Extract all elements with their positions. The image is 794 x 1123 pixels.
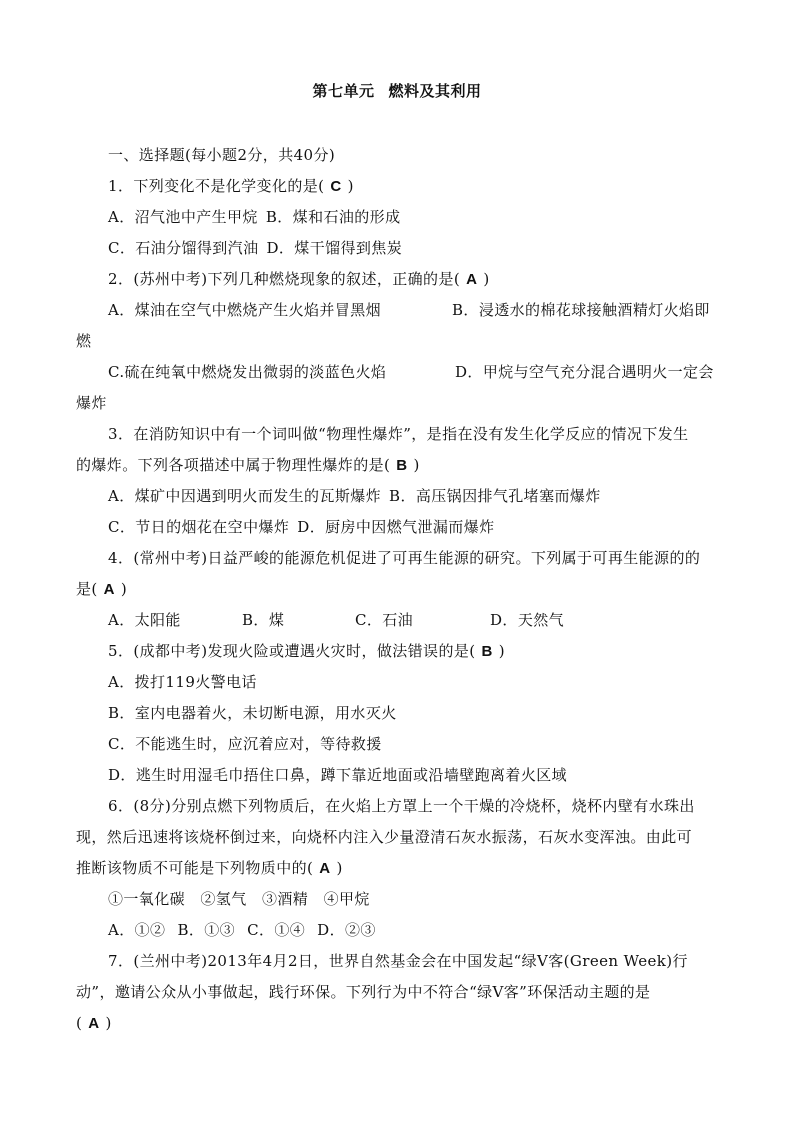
option-d: D．②③ (317, 921, 376, 939)
question-2-option-a: A．煤油在空气中燃烧产生火焰并冒黑烟 (108, 301, 382, 319)
question-4-stem-line-1: 4．(常州中考)日益严峻的能源危机促进了可再生能源的研究。下列属于可再生能源的的 (108, 549, 701, 567)
question-3-stem-line-2: 的爆炸。下列各项描述中属于物理性爆炸的是( B ) (76, 456, 420, 474)
question-6-stem-line-1: 6．(8分)分别点燃下列物质后，在火焰上方罩上一个干燥的冷烧杯，烧杯内壁有水珠出 (108, 797, 695, 815)
answer-7: A (88, 1015, 100, 1032)
option-a: A．沼气池中产生甲烷 (108, 208, 258, 226)
question-7-stem-line-1: 7．(兰州中考)2013年4月2日，世界自然基金会在中国发起“绿Ⅴ客(Green Week)行 (108, 952, 688, 970)
question-4-option-c: C．石油 (355, 611, 414, 629)
answer-6: A (319, 860, 331, 877)
question-2-option-d: D．甲烷与空气充分混合遇明火一定会 (455, 363, 714, 381)
question-2-option-d-cont: 爆炸 (76, 394, 107, 412)
question-5-option-d: D．逃生时用湿毛巾捂住口鼻，蹲下靠近地面或沿墙壁跑离着火区域 (108, 766, 568, 784)
question-7-stem-line-2: 动”，邀请公众从小事做起，践行环保。下列行为中不符合“绿Ⅴ客”环保活动主题的是 (76, 983, 651, 1001)
question-2-option-b: B．浸透水的棉花球接触酒精灯火焰即 (452, 301, 710, 319)
question-1-stem: 1．下列变化不是化学变化的是( C ) (108, 177, 354, 195)
question-5-option-c: C．不能逃生时，应沉着应对，等待救援 (108, 735, 382, 753)
question-6-stem-line-3: 推断该物质不可能是下列物质中的( A ) (76, 859, 343, 877)
question-1-options-row-1 (108, 207, 400, 227)
option-c: C．①④ (247, 921, 306, 939)
unit-number: 第七单元 (312, 82, 375, 100)
question-7-stem-line-3: ( A ) (76, 1014, 112, 1032)
question-5-stem: 5．(成都中考)发现火险或遭遇火灾时，做法错误的是( B ) (108, 642, 506, 660)
question-4-option-b: B．煤 (242, 611, 285, 629)
answer-4: A (103, 581, 115, 598)
question-2-option-c: C.硫在纯氧中燃烧发出微弱的淡蓝色火焰 (108, 363, 387, 381)
question-6-items: ①一氧化碳 ②氢气 ③酒精 ④甲烷 (108, 890, 370, 908)
question-2-option-b-cont: 燃 (76, 332, 92, 350)
section-heading: 一、选择题(每小题2分，共40分) (108, 146, 336, 164)
answer-5: B (481, 643, 493, 660)
option-c: C．石油分馏得到汽油 (108, 239, 259, 257)
question-3-options-row-1 (108, 486, 601, 506)
question-4-stem-line-2: 是( A ) (76, 580, 128, 598)
question-5-option-a: A．拨打119火警电话 (108, 673, 257, 691)
question-2-stem: 2．(苏州中考)下列几种燃烧现象的叙述，正确的是( A ) (108, 270, 490, 288)
answer-2: A (466, 271, 478, 288)
option-a: A．煤矿中因遇到明火而发生的瓦斯爆炸 (108, 487, 382, 505)
option-c: C．节日的烟花在空中爆炸 (108, 518, 290, 536)
option-b: B．①③ (177, 921, 236, 939)
option-d: D．煤干馏得到焦炭 (266, 239, 403, 257)
question-3-options-row-2 (108, 517, 495, 537)
answer-1: C (330, 178, 342, 195)
option-b: B．煤和石油的形成 (265, 208, 401, 226)
question-1-options-row-2 (108, 238, 402, 258)
question-3-stem-line-1: 3．在消防知识中有一个词叫做“物理性爆炸”，是指在没有发生化学反应的情况下发生 (108, 425, 689, 443)
answer-3: B (396, 457, 408, 474)
question-6-stem-line-2: 现，然后迅速将该烧杯倒过来，向烧杯内注入少量澄清石灰水振荡，石灰水变浑浊。由此可 (76, 828, 693, 846)
page-title (0, 80, 794, 101)
option-a: A．①② (108, 921, 166, 939)
question-5-option-b: B．室内电器着火，未切断电源，用水灭火 (108, 704, 397, 722)
option-d: D．厨房中因燃气泄漏而爆炸 (297, 518, 495, 536)
question-6-options (108, 920, 376, 940)
question-4-option-d: D．天然气 (490, 611, 565, 629)
unit-name: 燃料及其利用 (388, 82, 482, 100)
question-4-option-a: A．太阳能 (108, 611, 181, 629)
option-b: B．高压锅因排气孔堵塞而爆炸 (389, 487, 601, 505)
